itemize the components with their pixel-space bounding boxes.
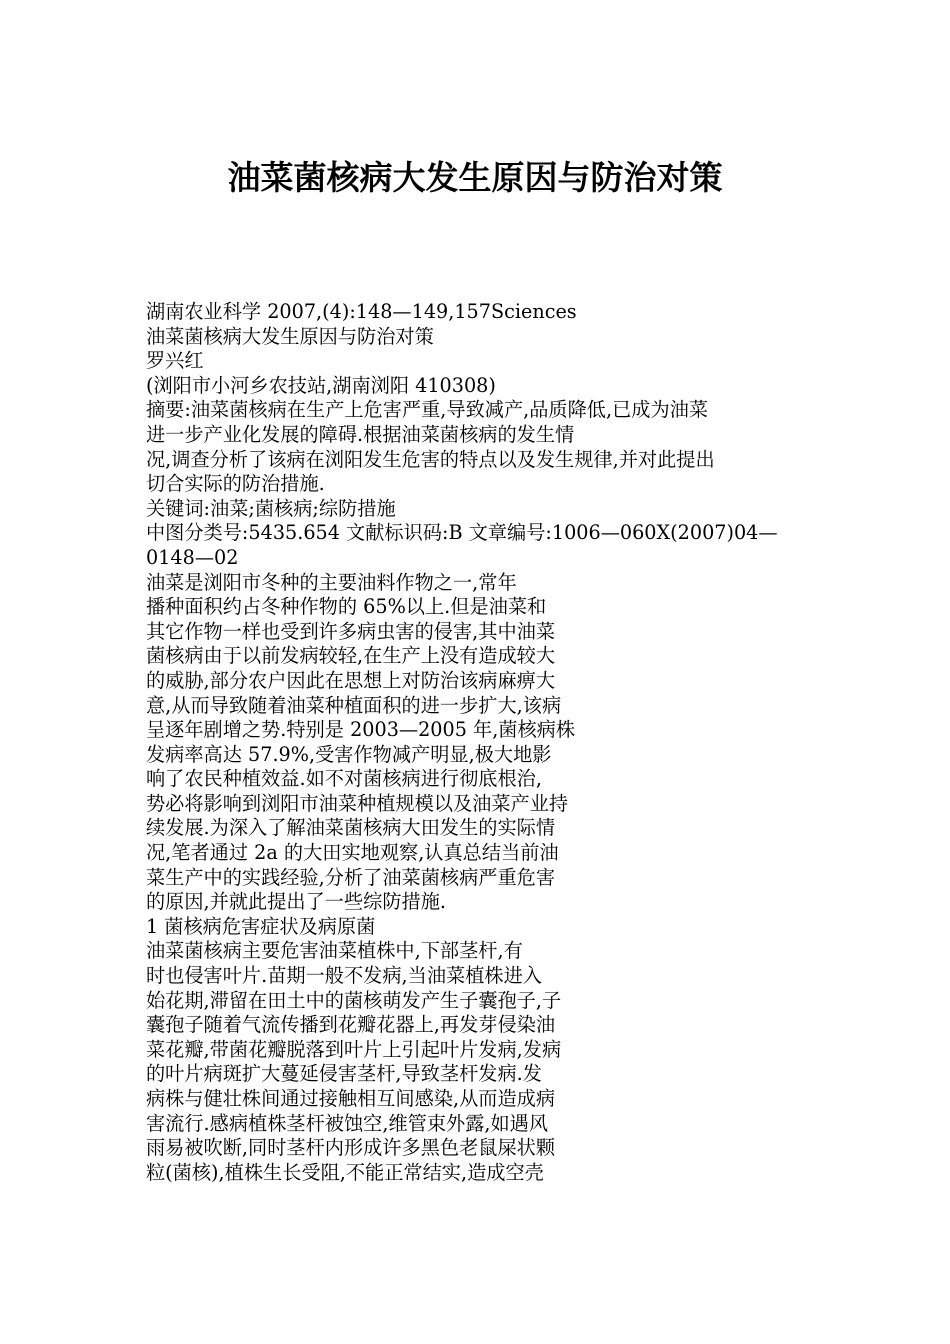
abstract-line: 切合实际的防治措施.	[146, 472, 325, 496]
body-line: 的威胁,部分农户因此在思想上对防治该病麻痹大	[146, 668, 556, 692]
body-line: 响了农民种植效益.如不对菌核病进行彻底根治,	[146, 767, 542, 791]
body-line: 播种面积约占冬种作物的 65%以上.但是油菜和	[146, 595, 547, 619]
body-line: 时也侵害叶片.苗期一般不发病,当油菜植株进入	[146, 964, 542, 988]
abstract-line: 况,调查分析了该病在浏阳发生危害的特点以及发生规律,并对此提出	[146, 447, 715, 471]
body-line: 意,从而导致随着油菜种植面积的进一步扩大,该病	[146, 693, 562, 717]
body-line: 的原因,并就此提出了一些综防措施.	[146, 890, 447, 914]
body-line: 病株与健壮株间通过接触相互间感染,从而造成病	[146, 1087, 556, 1110]
body-line: 菌核病由于以前发病较轻,在生产上没有造成较大	[146, 644, 556, 668]
body-line: 呈逐年剧增之势.特别是 2003—2005 年,菌核病株	[146, 718, 576, 742]
section-heading: 1 菌核病危害症状及病原菌	[146, 914, 376, 938]
keywords-line: 关键词:油菜;菌核病;综防措施	[146, 496, 396, 520]
body-line: 粒(菌核),植株生长受阻,不能正常结实,造成空壳	[146, 1160, 544, 1184]
body-line: 始花期,滞留在田土中的菌核萌发产生子囊孢子,子	[146, 988, 562, 1012]
classification-line: 中图分类号:5435.654 文献标识码:B 文章编号:1006—060X(2007)04—	[146, 521, 778, 545]
body-line: 囊孢子随着气流传播到花瓣花器上,再发芽侵染油	[146, 1013, 556, 1037]
body-line: 害流行.感病植株茎杆被蚀空,维管束外露,如遇风	[146, 1111, 549, 1135]
document-body	[146, 300, 821, 1185]
body-line: 续发展.为深入了解油菜菌核病大田发生的实际情	[146, 816, 556, 840]
journal-citation-line: 湖南农业科学 2007,(4):148—149,157Sciences	[146, 300, 577, 323]
affiliation-line: (浏阳市小河乡农技站,湖南浏阳 410308)	[146, 373, 496, 397]
body-line: 发病率高达 57.9%,受害作物减产明显,极大地影	[146, 742, 552, 766]
body-line: 雨易被吹断,同时茎杆内形成许多黑色老鼠屎状颗	[146, 1136, 556, 1160]
body-line: 菜生产中的实践经验,分析了油菜菌核病严重危害	[146, 865, 556, 889]
classification-line: 0148—02	[146, 545, 239, 569]
body-line: 的叶片病斑扩大蔓延侵害茎杆,导致茎杆发病.发	[146, 1062, 542, 1086]
article-title-line: 油菜菌核病大发生原因与防治对策	[146, 324, 434, 348]
author-line: 罗兴红	[146, 349, 204, 373]
body-line: 势必将影响到浏阳市油菜种植规模以及油菜产业持	[146, 791, 569, 815]
body-line: 油菜是浏阳市冬种的主要油料作物之一,常年	[146, 570, 517, 594]
body-line: 菜花瓣,带菌花瓣脱落到叶片上引起叶片发病,发病	[146, 1037, 562, 1061]
abstract-line: 摘要:油菜菌核病在生产上危害严重,导致减产,品质降低,已成为油菜	[146, 398, 709, 422]
abstract-line: 进一步产业化发展的障碍.根据油菜菌核病的发生情	[146, 422, 575, 446]
body-line: 油菜菌核病主要危害油菜植株中,下部茎杆,有	[146, 939, 523, 963]
body-line: 况,笔者通过 2a 的大田实地观察,认真总结当前油	[146, 841, 559, 865]
document-title: 油菜菌核病大发生原因与防治对策	[227, 158, 723, 197]
body-line: 其它作物一样也受到许多病虫害的侵害,其中油菜	[146, 619, 556, 643]
